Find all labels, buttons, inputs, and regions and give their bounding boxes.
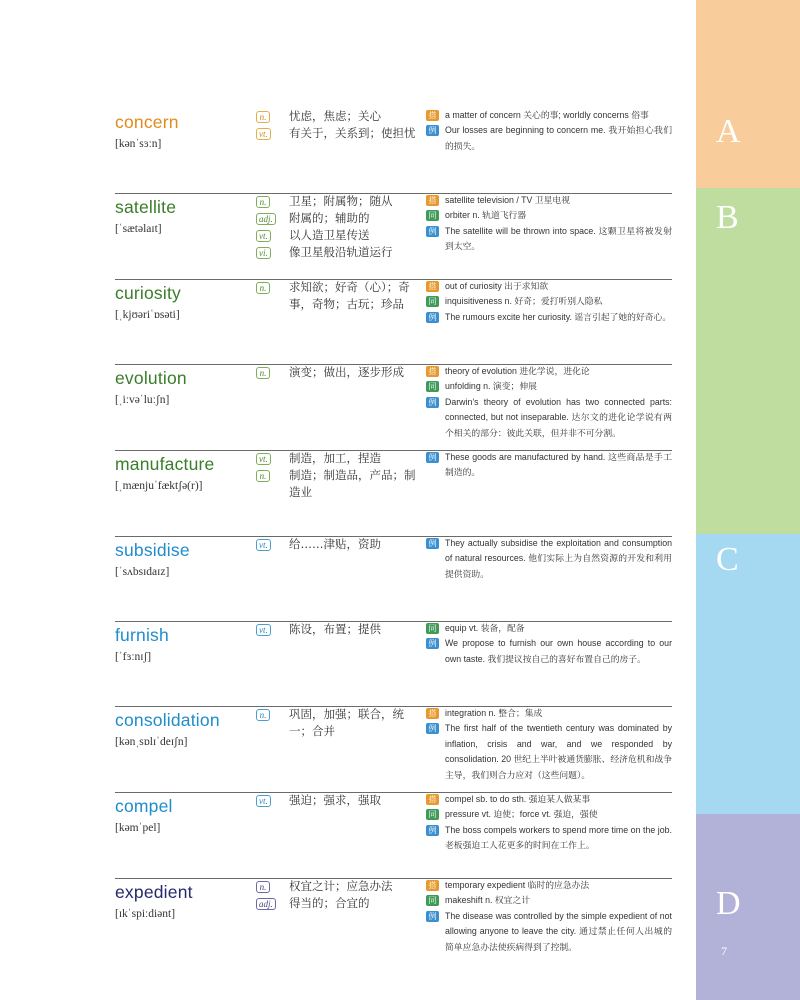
- pos-tag: vt.: [256, 230, 271, 242]
- pos-tag: adj.: [256, 898, 276, 910]
- definition: [256, 364, 418, 381]
- pos-tag: adj.: [256, 213, 276, 225]
- pos-tag: n.: [256, 470, 270, 482]
- headword: manufacture: [115, 454, 215, 474]
- example-text: equip vt. 装备，配备: [445, 623, 525, 633]
- definition-text: 附属的；辅助的: [289, 211, 370, 225]
- example-icon: 例: [426, 226, 439, 237]
- phonetic: [kəmˈpel]: [115, 822, 161, 834]
- example: [426, 621, 672, 636]
- example: [426, 636, 672, 667]
- example: [426, 893, 672, 908]
- definition-text: 强迫；强求，强取: [289, 793, 381, 807]
- pos-tag: n.: [256, 282, 270, 294]
- definition: [256, 878, 418, 895]
- example-text: The boss compels workers to spend more time on the job. 老板强迫工人花更多的时间在工作上。: [445, 824, 672, 851]
- example-text: pressure vt. 迫使；force vt. 强迫，强使: [445, 809, 598, 820]
- collocation-icon: 搭: [426, 708, 439, 719]
- example: [426, 823, 672, 854]
- definition-text: 像卫星般沿轨道运行: [289, 245, 393, 259]
- synonym-icon: 同: [426, 210, 439, 221]
- examples: [426, 108, 672, 154]
- entry-satellite: [0, 193, 696, 279]
- example: [426, 208, 672, 223]
- definition: [256, 621, 418, 638]
- example-icon: 例: [426, 125, 439, 136]
- definition: [256, 244, 418, 261]
- collocation-icon: 搭: [426, 195, 439, 206]
- headword: evolution: [115, 368, 187, 388]
- tab-b-label: B: [716, 199, 739, 236]
- examples: [426, 364, 672, 441]
- headword: curiosity: [115, 283, 181, 303]
- example-text: satellite television / TV 卫星电视: [445, 195, 570, 205]
- pos-tag: n.: [256, 709, 270, 721]
- headword: expedient: [115, 882, 193, 902]
- entry-concern: [0, 108, 696, 194]
- example: [426, 395, 672, 441]
- synonym-icon: 同: [426, 895, 439, 906]
- headword: compel: [115, 796, 173, 816]
- definition-text: 权宜之计；应急办法: [289, 879, 393, 893]
- example-text: inquisitiveness n. 好奇；爱打听别人隐私: [445, 296, 603, 307]
- definition-text: 卫星；附属物；随从: [289, 194, 393, 208]
- definitions: [256, 621, 418, 638]
- page-number: 7: [721, 944, 727, 958]
- example: [426, 909, 672, 955]
- entry-compel: [0, 792, 696, 878]
- tab-c[interactable]: [696, 534, 800, 814]
- phonetic: [kənˈsɜːn]: [115, 138, 162, 150]
- example-icon: 例: [426, 911, 439, 922]
- example-text: a matter of concern 关心的事; worldly concerns 俗事: [445, 110, 649, 120]
- pos-tag: vt.: [256, 128, 271, 140]
- synonym-icon: 同: [426, 381, 439, 392]
- example-text: orbiter n. 轨道飞行器: [445, 210, 527, 221]
- examples: [426, 792, 672, 854]
- example-text: We propose to furnish our own house according to our own taste. 我们提议按自己的喜好布置自己的房子。: [445, 638, 672, 664]
- definitions: [256, 878, 418, 912]
- example: [426, 450, 672, 481]
- example-text: Darwin’s theory of evolution has two connected parts: connected, but not inseparable. 达尔文的进化论学说有两个相关的部分：彼此关联，但并非不可分割。: [445, 396, 672, 438]
- example-text: The first half of the twentieth century was dominated by inflation, crisis and war, and we responded by consolidation. 20 世纪上半叶被通货膨胀、经济危机和战争主导，我们则合力应对（这些问题）。: [445, 723, 672, 780]
- definitions: [256, 108, 418, 142]
- example: [426, 721, 672, 783]
- definition-text: 制造，加工，捏造: [289, 451, 381, 465]
- definition: [256, 706, 418, 740]
- definitions: [256, 279, 418, 313]
- entry-evolution: [0, 364, 696, 450]
- phonetic: [kənˌsɒlɪˈdeɪʃn]: [115, 736, 188, 748]
- definitions: [256, 792, 418, 809]
- synonym-icon: 同: [426, 623, 439, 634]
- example-text: The disease was controlled by the simple expedient of not allowing anyone to leave the city. 通过禁止任何人出城的简单应急办法使疾病得到了控制。: [445, 910, 672, 952]
- definition-text: 陈设，布置；提供: [289, 622, 381, 636]
- entry-manufacture: [0, 450, 696, 536]
- example: [426, 706, 672, 721]
- example: [426, 294, 672, 309]
- example-icon: 例: [426, 452, 439, 463]
- example-icon: 例: [426, 538, 439, 549]
- definition: [256, 792, 418, 809]
- example-text: The satellite will be thrown into space. 这颗卫星将被发射到太空。: [445, 225, 672, 252]
- example-icon: 例: [426, 723, 439, 734]
- example-text: temporary expedient 临时的应急办法: [445, 880, 590, 890]
- example-icon: 例: [426, 397, 439, 408]
- example-icon: 例: [426, 825, 439, 836]
- examples: [426, 279, 672, 325]
- definition: [256, 467, 418, 501]
- example-text: unfolding n. 演变；伸展: [445, 381, 537, 392]
- phonetic: [ˈsætəlaɪt]: [115, 223, 162, 235]
- collocation-icon: 搭: [426, 794, 439, 805]
- headword: concern: [115, 112, 179, 132]
- definition-text: 以人造卫星传送: [289, 228, 370, 242]
- synonym-icon: 同: [426, 296, 439, 307]
- headword: furnish: [115, 625, 169, 645]
- example-text: integration n. 整合；集成: [445, 708, 543, 718]
- example-text: theory of evolution 进化学说，进化论: [445, 366, 590, 376]
- examples: [426, 706, 672, 783]
- example: [426, 108, 672, 123]
- phonetic: [ɪkˈspiːdiənt]: [115, 908, 176, 920]
- tab-d[interactable]: [696, 814, 800, 1000]
- pos-tag: n.: [256, 881, 270, 893]
- example: [426, 792, 672, 807]
- definition: [256, 227, 418, 244]
- definition-text: 制造；制造品，产品；制造业: [289, 468, 416, 499]
- pos-tag: vt.: [256, 795, 271, 807]
- example-text: out of curiosity 出于求知欲: [445, 281, 549, 291]
- definition-text: 巩固，加强；联合，统一；合并: [289, 707, 404, 738]
- example-text: compel sb. to do sth. 强迫某人做某事: [445, 794, 591, 804]
- phonetic: [ˈsʌbsɪdaɪz]: [115, 566, 170, 578]
- definitions: [256, 536, 418, 553]
- pos-tag: n.: [256, 367, 270, 379]
- entry-curiosity: [0, 279, 696, 365]
- definition-text: 演变；做出，逐步形成: [289, 365, 404, 379]
- entry-consolidation: [0, 706, 696, 792]
- headword: satellite: [115, 197, 177, 217]
- definitions: [256, 706, 418, 740]
- phonetic: [ˈfɜːnɪʃ]: [115, 651, 152, 663]
- example-text: The rumours excite her curiosity. 谣言引起了她的好奇心。: [445, 311, 672, 322]
- definitions: [256, 193, 418, 261]
- collocation-icon: 搭: [426, 110, 439, 121]
- collocation-icon: 搭: [426, 281, 439, 292]
- phonetic: [ˌiːvəˈluːʃn]: [115, 394, 170, 406]
- example-text: They actually subsidise the exploitation and consumption of natural resources. 他们实际上为自然资源的开发和利用提供资助。: [445, 538, 672, 579]
- entry-furnish: [0, 621, 696, 707]
- definition: [256, 210, 418, 227]
- pos-tag: n.: [256, 196, 270, 208]
- example: [426, 123, 672, 154]
- definition-text: 忧虑，焦虑；关心: [289, 109, 381, 123]
- definition-text: 有关于，关系到；使担忧: [289, 126, 416, 140]
- pos-tag: vi.: [256, 247, 271, 259]
- example: [426, 279, 672, 294]
- examples: [426, 450, 672, 481]
- example-text: Our losses are beginning to concern me. 我开始担心我们的损失。: [445, 125, 672, 151]
- tab-a[interactable]: [696, 0, 800, 188]
- entry-expedient: [0, 878, 696, 988]
- pos-tag: vt.: [256, 539, 271, 551]
- example: [426, 364, 672, 379]
- synonym-icon: 同: [426, 809, 439, 820]
- tab-a-label: A: [716, 113, 741, 150]
- pos-tag: n.: [256, 111, 270, 123]
- example-icon: 例: [426, 638, 439, 649]
- examples: [426, 621, 672, 667]
- pos-tag: vt.: [256, 624, 271, 636]
- definitions: [256, 364, 418, 381]
- example-text: makeshift n. 权宜之计: [445, 895, 531, 906]
- example: [426, 193, 672, 208]
- example: [426, 536, 672, 582]
- tab-d-label: D: [716, 885, 741, 922]
- definition: [256, 450, 418, 467]
- definition: [256, 895, 418, 912]
- headword: subsidise: [115, 540, 190, 560]
- example-icon: 例: [426, 312, 439, 323]
- collocation-icon: 搭: [426, 366, 439, 377]
- phonetic: [ˌmænjuˈfæktʃə(r)]: [115, 480, 203, 492]
- definition-text: 求知欲；好奇（心）；奇事，奇物；古玩；珍品: [289, 280, 410, 311]
- definition: [256, 108, 418, 125]
- pos-tag: vt.: [256, 453, 271, 465]
- definitions: [256, 450, 418, 501]
- definition: [256, 536, 418, 553]
- entry-subsidise: [0, 536, 696, 622]
- tab-c-label: C: [716, 541, 739, 578]
- examples: [426, 878, 672, 955]
- collocation-icon: 搭: [426, 880, 439, 891]
- examples: [426, 193, 672, 255]
- definition-text: 得当的；合宜的: [289, 896, 370, 910]
- definition: [256, 279, 418, 313]
- example: [426, 379, 672, 394]
- headword: consolidation: [115, 710, 220, 730]
- definition-text: 给……津贴，资助: [289, 537, 381, 551]
- example: [426, 310, 672, 325]
- phonetic: [ˌkjʊəriˈɒsəti]: [115, 309, 180, 321]
- definition: [256, 125, 418, 142]
- example: [426, 224, 672, 255]
- tab-b[interactable]: [696, 188, 800, 534]
- examples: [426, 536, 672, 582]
- example-text: These goods are manufactured by hand. 这些商品是手工制造的。: [445, 452, 672, 478]
- example: [426, 807, 672, 822]
- example: [426, 878, 672, 893]
- definition: [256, 193, 418, 210]
